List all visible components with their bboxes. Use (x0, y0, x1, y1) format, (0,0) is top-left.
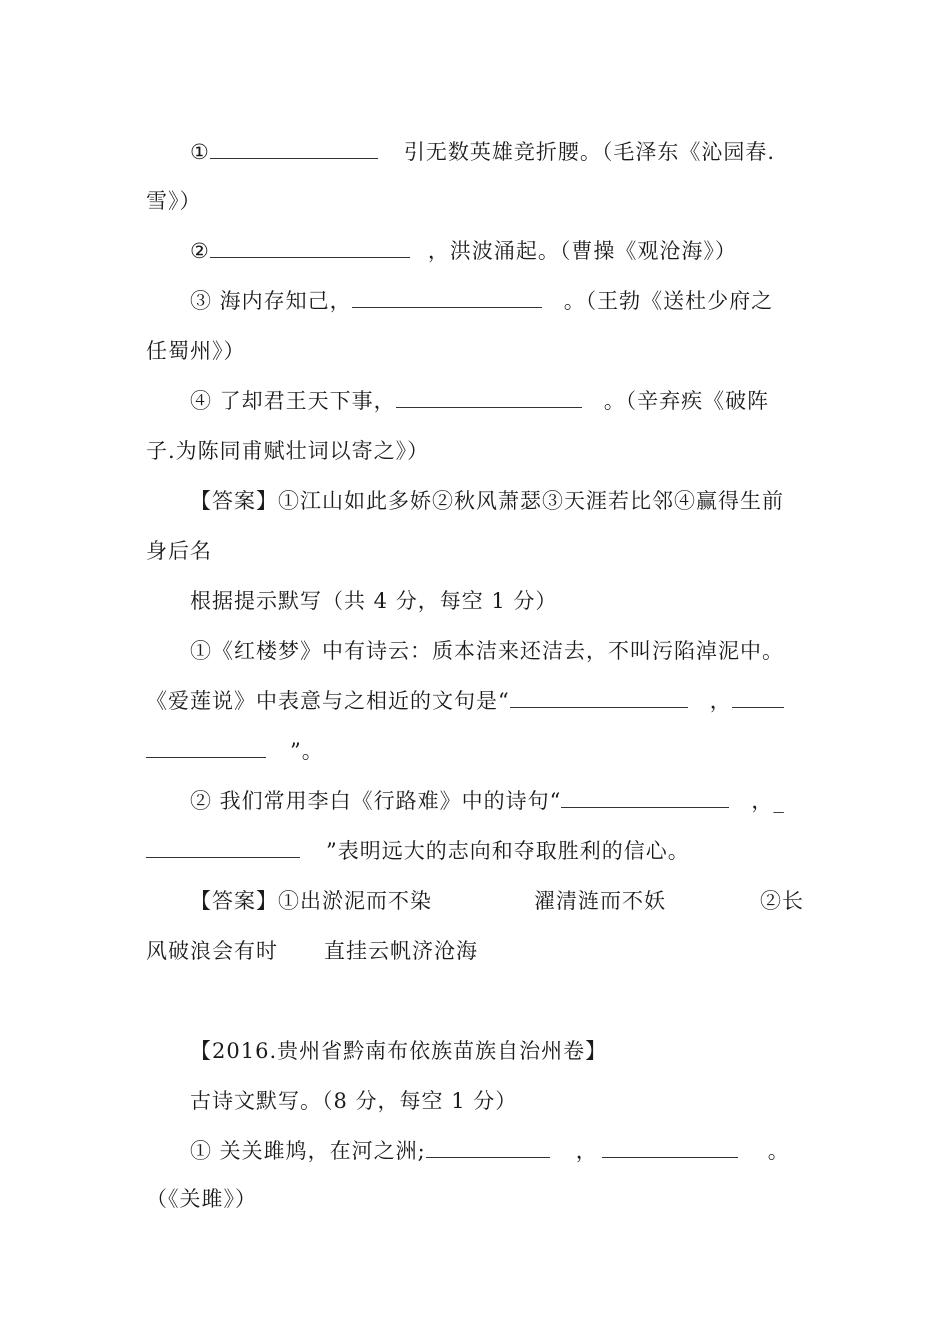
answer-blank[interactable] (146, 737, 266, 758)
answer-line: ②长 (760, 889, 804, 913)
punctuation: ，_ (751, 789, 785, 813)
answer-blank[interactable] (146, 837, 300, 858)
answer-blank[interactable] (210, 237, 410, 258)
question-line (146, 686, 784, 716)
question-line (190, 786, 785, 816)
section-title: 根据提示默写（共 4 分，每空 1 分） (190, 589, 558, 613)
punctuation: ， (575, 1139, 598, 1163)
question-2 (190, 236, 737, 266)
question-source: （《关雎》） (146, 1187, 257, 1211)
question-text: ② 我们常用李白《行路难》中的诗句“ (190, 789, 562, 813)
question-line: ①《红楼梦》中有诗云：质本洁来还洁去，不叫污陷淖泥中。 (190, 639, 784, 663)
answer-blank[interactable] (510, 687, 688, 708)
question-text: 《爱莲说》中表意与之相近的文句是“ (146, 689, 510, 713)
question-number: ② (190, 239, 210, 263)
question-text: 引无数英雄竞折腰。（毛泽东《沁园春. (403, 140, 776, 164)
question-text: ，洪波涌起。（曹操《观沧海》） (427, 239, 737, 263)
question-3 (190, 286, 773, 316)
answer-blank[interactable] (602, 1137, 738, 1158)
question-4-continued: 子.为陈同甫赋壮词以寄之》） (146, 439, 430, 463)
answer-line-continued: 风破浪会有时 (146, 939, 278, 963)
answer-blank[interactable] (352, 287, 542, 308)
question-source: 。（辛弃疾《破阵 (603, 389, 770, 413)
question-line (190, 1136, 790, 1166)
answer-blank[interactable] (561, 787, 729, 808)
question-text: ① 关关雎鸠，在河之洲; (190, 1139, 426, 1163)
answer-blank[interactable] (396, 387, 582, 408)
question-text: ”表明远大的志向和夺取胜利的信心。 (326, 839, 690, 863)
answer-line-continued: 直挂云帆济沧海 (324, 939, 478, 963)
question-text: ④ 了却君王天下事， (190, 389, 396, 413)
question-line (146, 736, 324, 766)
answer-blank[interactable] (210, 138, 378, 159)
punctuation: ， (709, 689, 732, 713)
answer-line: 濯清涟而不妖 (534, 889, 666, 913)
question-4 (190, 386, 769, 416)
answer-line: 【答案】①江山如此多娇②秋风萧瑟③天涯若比邻④赢得生前 (190, 489, 784, 513)
question-text: ③ 海内存知己， (190, 289, 352, 313)
question-3-continued: 任蜀州》） (146, 339, 246, 363)
answer-line-continued: 身后名 (146, 539, 212, 563)
section-heading: 【2016.贵州省黔南布依族苗族自治州卷】 (190, 1039, 608, 1063)
question-line (146, 836, 690, 866)
question-number: ① (190, 140, 210, 164)
question-1-continued: 雪》） (146, 189, 202, 213)
question-1 (190, 137, 775, 167)
answer-line: 【答案】①出淤泥而不染 (190, 889, 432, 913)
punctuation: 。 (767, 1139, 790, 1163)
punctuation: ”。 (290, 739, 324, 763)
question-source: 。（王勃《送杜少府之 (563, 289, 774, 313)
answer-blank[interactable] (732, 687, 784, 708)
section-title: 古诗文默写。（8 分，每空 1 分） (190, 1089, 518, 1113)
answer-blank[interactable] (426, 1137, 550, 1158)
